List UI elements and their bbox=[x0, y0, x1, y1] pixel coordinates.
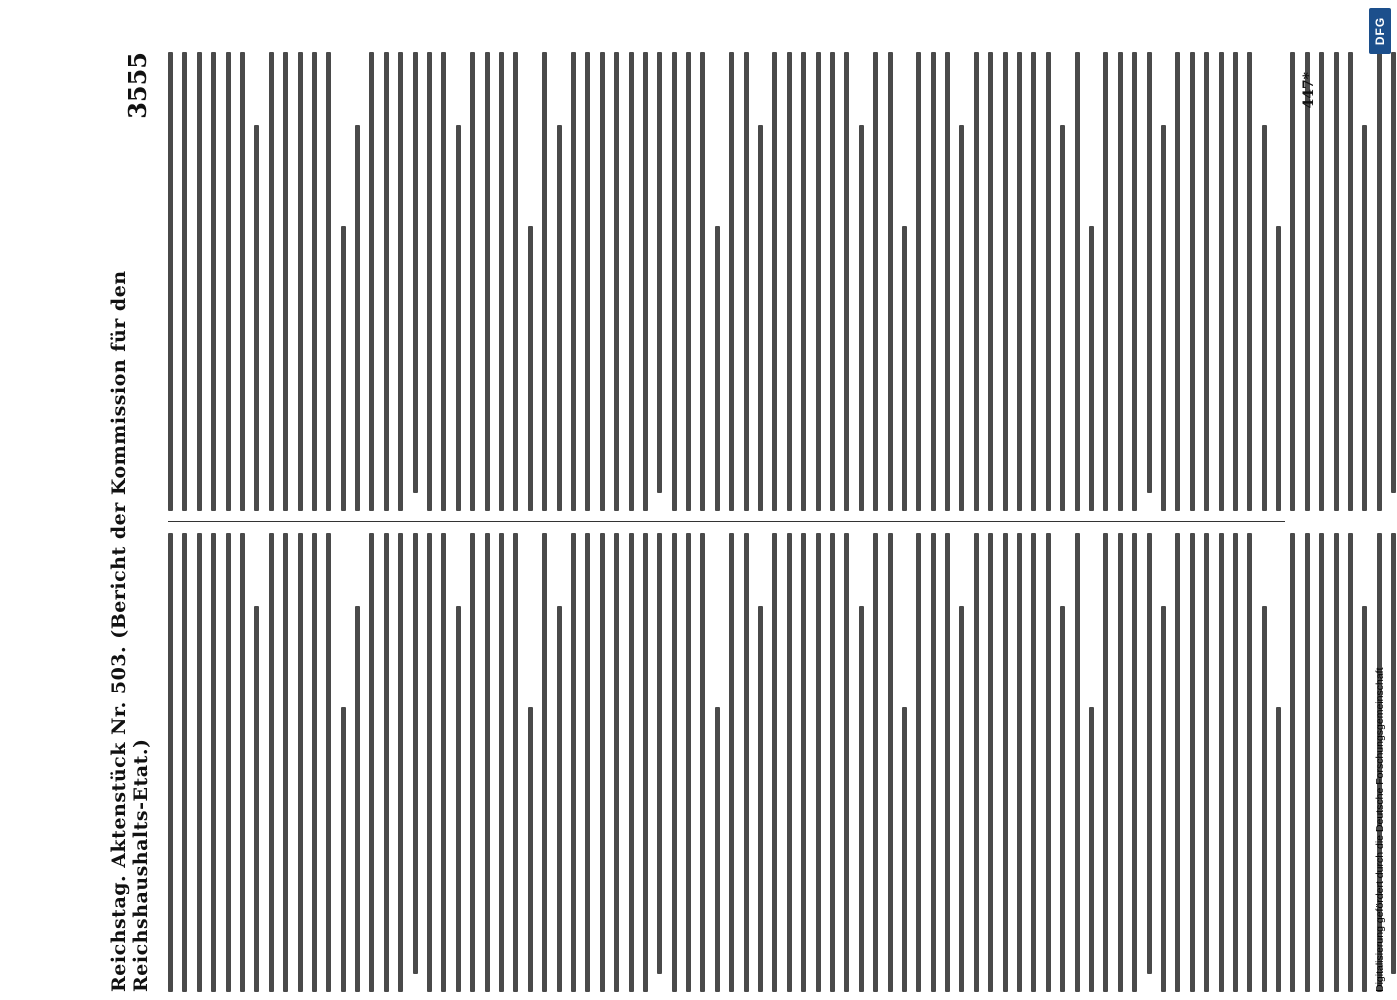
column-divider bbox=[168, 521, 1285, 522]
text-line bbox=[1118, 533, 1123, 992]
text-line bbox=[269, 533, 274, 992]
text-line bbox=[945, 52, 950, 511]
text-line bbox=[686, 533, 691, 992]
text-line bbox=[672, 533, 677, 992]
text-line bbox=[1233, 533, 1238, 992]
text-line bbox=[931, 52, 936, 511]
text-line bbox=[902, 707, 907, 992]
text-line bbox=[1362, 125, 1367, 511]
text-line bbox=[1334, 533, 1339, 992]
text-line bbox=[341, 707, 346, 992]
text-line bbox=[355, 125, 360, 511]
text-line bbox=[1276, 226, 1281, 511]
text-line bbox=[1247, 52, 1252, 511]
text-line bbox=[1060, 606, 1065, 992]
text-line bbox=[528, 707, 533, 992]
text-line bbox=[1118, 52, 1123, 511]
text-line bbox=[1204, 52, 1209, 511]
text-line bbox=[715, 707, 720, 992]
text-line bbox=[211, 533, 216, 992]
text-line bbox=[744, 52, 749, 511]
text-line bbox=[844, 533, 849, 992]
text-line bbox=[427, 533, 432, 992]
text-line bbox=[614, 52, 619, 511]
text-line bbox=[1262, 125, 1267, 511]
text-line bbox=[326, 52, 331, 511]
text-line bbox=[614, 533, 619, 992]
text-line bbox=[1017, 533, 1022, 992]
text-line bbox=[758, 125, 763, 511]
text-line bbox=[643, 52, 648, 511]
text-line bbox=[1290, 52, 1295, 511]
text-line bbox=[1089, 707, 1094, 992]
text-line bbox=[916, 533, 921, 992]
text-line bbox=[168, 52, 173, 511]
text-line bbox=[557, 125, 562, 511]
sheet-signature: 447* bbox=[1301, 72, 1317, 109]
text-line bbox=[557, 606, 562, 992]
text-line bbox=[571, 52, 576, 511]
text-line bbox=[226, 533, 231, 992]
text-line bbox=[542, 52, 547, 511]
text-line bbox=[1247, 533, 1252, 992]
text-line bbox=[1017, 52, 1022, 511]
text-line bbox=[772, 533, 777, 992]
text-line bbox=[758, 606, 763, 992]
text-line bbox=[715, 226, 720, 511]
text-line bbox=[959, 125, 964, 511]
text-line bbox=[441, 52, 446, 511]
text-line bbox=[254, 125, 259, 511]
text-line bbox=[657, 533, 662, 974]
text-line bbox=[1305, 533, 1310, 992]
text-line bbox=[384, 533, 389, 992]
text-line bbox=[197, 533, 202, 992]
digitization-credit bbox=[1369, 62, 1391, 992]
text-line bbox=[283, 52, 288, 511]
text-line bbox=[1175, 52, 1180, 511]
text-line bbox=[427, 52, 432, 511]
text-line bbox=[729, 533, 734, 992]
text-line bbox=[1391, 52, 1396, 493]
text-line bbox=[1391, 533, 1396, 974]
text-line bbox=[1334, 52, 1339, 511]
text-line bbox=[1132, 533, 1137, 992]
text-line bbox=[1190, 533, 1195, 992]
text-line bbox=[211, 52, 216, 511]
text-line bbox=[240, 52, 245, 511]
text-line bbox=[499, 533, 504, 992]
text-line bbox=[513, 52, 518, 511]
text-line bbox=[312, 52, 317, 511]
text-line bbox=[686, 52, 691, 511]
text-line bbox=[672, 52, 677, 511]
text-line bbox=[801, 533, 806, 992]
text-line bbox=[456, 125, 461, 511]
document-page bbox=[110, 52, 1325, 992]
text-line bbox=[1031, 533, 1036, 992]
text-line bbox=[772, 52, 777, 511]
text-line bbox=[182, 52, 187, 511]
text-line bbox=[830, 52, 835, 511]
text-line bbox=[298, 533, 303, 992]
text-line bbox=[873, 52, 878, 511]
text-line bbox=[1319, 533, 1324, 992]
text-line bbox=[499, 52, 504, 511]
text-line bbox=[1262, 606, 1267, 992]
text-line bbox=[945, 533, 950, 992]
text-line bbox=[571, 533, 576, 992]
text-line bbox=[888, 52, 893, 511]
text-line bbox=[988, 533, 993, 992]
text-line bbox=[1161, 606, 1166, 992]
text-line bbox=[226, 52, 231, 511]
text-line bbox=[816, 52, 821, 511]
text-column-right bbox=[168, 52, 1285, 511]
text-line bbox=[1060, 125, 1065, 511]
text-line bbox=[816, 533, 821, 992]
text-line bbox=[254, 606, 259, 992]
text-line bbox=[398, 52, 403, 511]
text-line bbox=[888, 533, 893, 992]
text-line bbox=[298, 52, 303, 511]
text-line bbox=[729, 52, 734, 511]
text-line bbox=[1348, 52, 1353, 511]
text-line bbox=[830, 533, 835, 992]
text-line bbox=[974, 533, 979, 992]
text-line bbox=[240, 533, 245, 992]
text-line bbox=[600, 533, 605, 992]
text-line bbox=[182, 533, 187, 992]
text-line bbox=[1348, 533, 1353, 992]
text-line bbox=[413, 533, 418, 974]
text-line bbox=[341, 226, 346, 511]
text-line bbox=[283, 533, 288, 992]
text-line bbox=[902, 226, 907, 511]
text-line bbox=[931, 533, 936, 992]
running-header bbox=[110, 52, 152, 992]
text-line bbox=[585, 52, 590, 511]
text-line bbox=[844, 52, 849, 511]
credit-text: Digitalisierung gefördert durch die Deutsche Forschungsgemeinschaft bbox=[1374, 667, 1386, 992]
text-line bbox=[974, 52, 979, 511]
text-column-left bbox=[168, 533, 1285, 992]
text-line bbox=[369, 52, 374, 511]
text-line bbox=[269, 52, 274, 511]
text-line bbox=[456, 606, 461, 992]
text-line bbox=[585, 533, 590, 992]
text-line bbox=[873, 533, 878, 992]
text-line bbox=[859, 125, 864, 511]
text-line bbox=[168, 533, 173, 992]
text-line bbox=[859, 606, 864, 992]
text-line bbox=[1046, 533, 1051, 992]
text-line bbox=[1046, 52, 1051, 511]
dfg-logo: DFG bbox=[1369, 8, 1391, 54]
text-line bbox=[1305, 52, 1310, 511]
text-line bbox=[657, 52, 662, 493]
text-line bbox=[441, 533, 446, 992]
text-line bbox=[1147, 52, 1152, 493]
text-line bbox=[1362, 606, 1367, 992]
text-line bbox=[1003, 533, 1008, 992]
running-title: Reichstag. Aktenstück Nr. 503. (Bericht der Kommission für den Reichshaushalts-Etat.) bbox=[108, 270, 152, 992]
text-line bbox=[197, 52, 202, 511]
text-line bbox=[959, 606, 964, 992]
text-line bbox=[1219, 533, 1224, 992]
text-line bbox=[1089, 226, 1094, 511]
text-line bbox=[355, 606, 360, 992]
text-line bbox=[700, 533, 705, 992]
text-line bbox=[1175, 533, 1180, 992]
text-line bbox=[1276, 707, 1281, 992]
text-line bbox=[801, 52, 806, 511]
text-line bbox=[1161, 125, 1166, 511]
text-line bbox=[1147, 533, 1152, 974]
text-line bbox=[1075, 533, 1080, 992]
text-line bbox=[1204, 533, 1209, 992]
text-line bbox=[312, 533, 317, 992]
text-line bbox=[1132, 52, 1137, 511]
text-line bbox=[1031, 52, 1036, 511]
text-line bbox=[787, 52, 792, 511]
text-line bbox=[470, 52, 475, 511]
text-line bbox=[916, 52, 921, 511]
text-line bbox=[485, 52, 490, 511]
text-line bbox=[988, 52, 993, 511]
text-line bbox=[787, 533, 792, 992]
text-line bbox=[1103, 52, 1108, 511]
text-line bbox=[1233, 52, 1238, 511]
text-line bbox=[1075, 52, 1080, 511]
text-line bbox=[1190, 52, 1195, 511]
text-line bbox=[700, 52, 705, 511]
text-line bbox=[470, 533, 475, 992]
text-line bbox=[528, 226, 533, 511]
page-number: 3555 bbox=[123, 52, 152, 119]
text-line bbox=[1290, 533, 1295, 992]
text-line bbox=[629, 533, 634, 992]
text-line bbox=[513, 533, 518, 992]
text-line bbox=[1003, 52, 1008, 511]
text-line bbox=[744, 533, 749, 992]
text-line bbox=[398, 533, 403, 992]
text-line bbox=[542, 533, 547, 992]
text-line bbox=[1103, 533, 1108, 992]
text-line bbox=[384, 52, 389, 511]
text-line bbox=[629, 52, 634, 511]
text-line bbox=[600, 52, 605, 511]
text-line bbox=[326, 533, 331, 992]
text-line bbox=[1219, 52, 1224, 511]
text-line bbox=[369, 533, 374, 992]
text-line bbox=[643, 533, 648, 992]
text-line bbox=[1319, 52, 1324, 511]
text-line bbox=[485, 533, 490, 992]
text-line bbox=[413, 52, 418, 493]
